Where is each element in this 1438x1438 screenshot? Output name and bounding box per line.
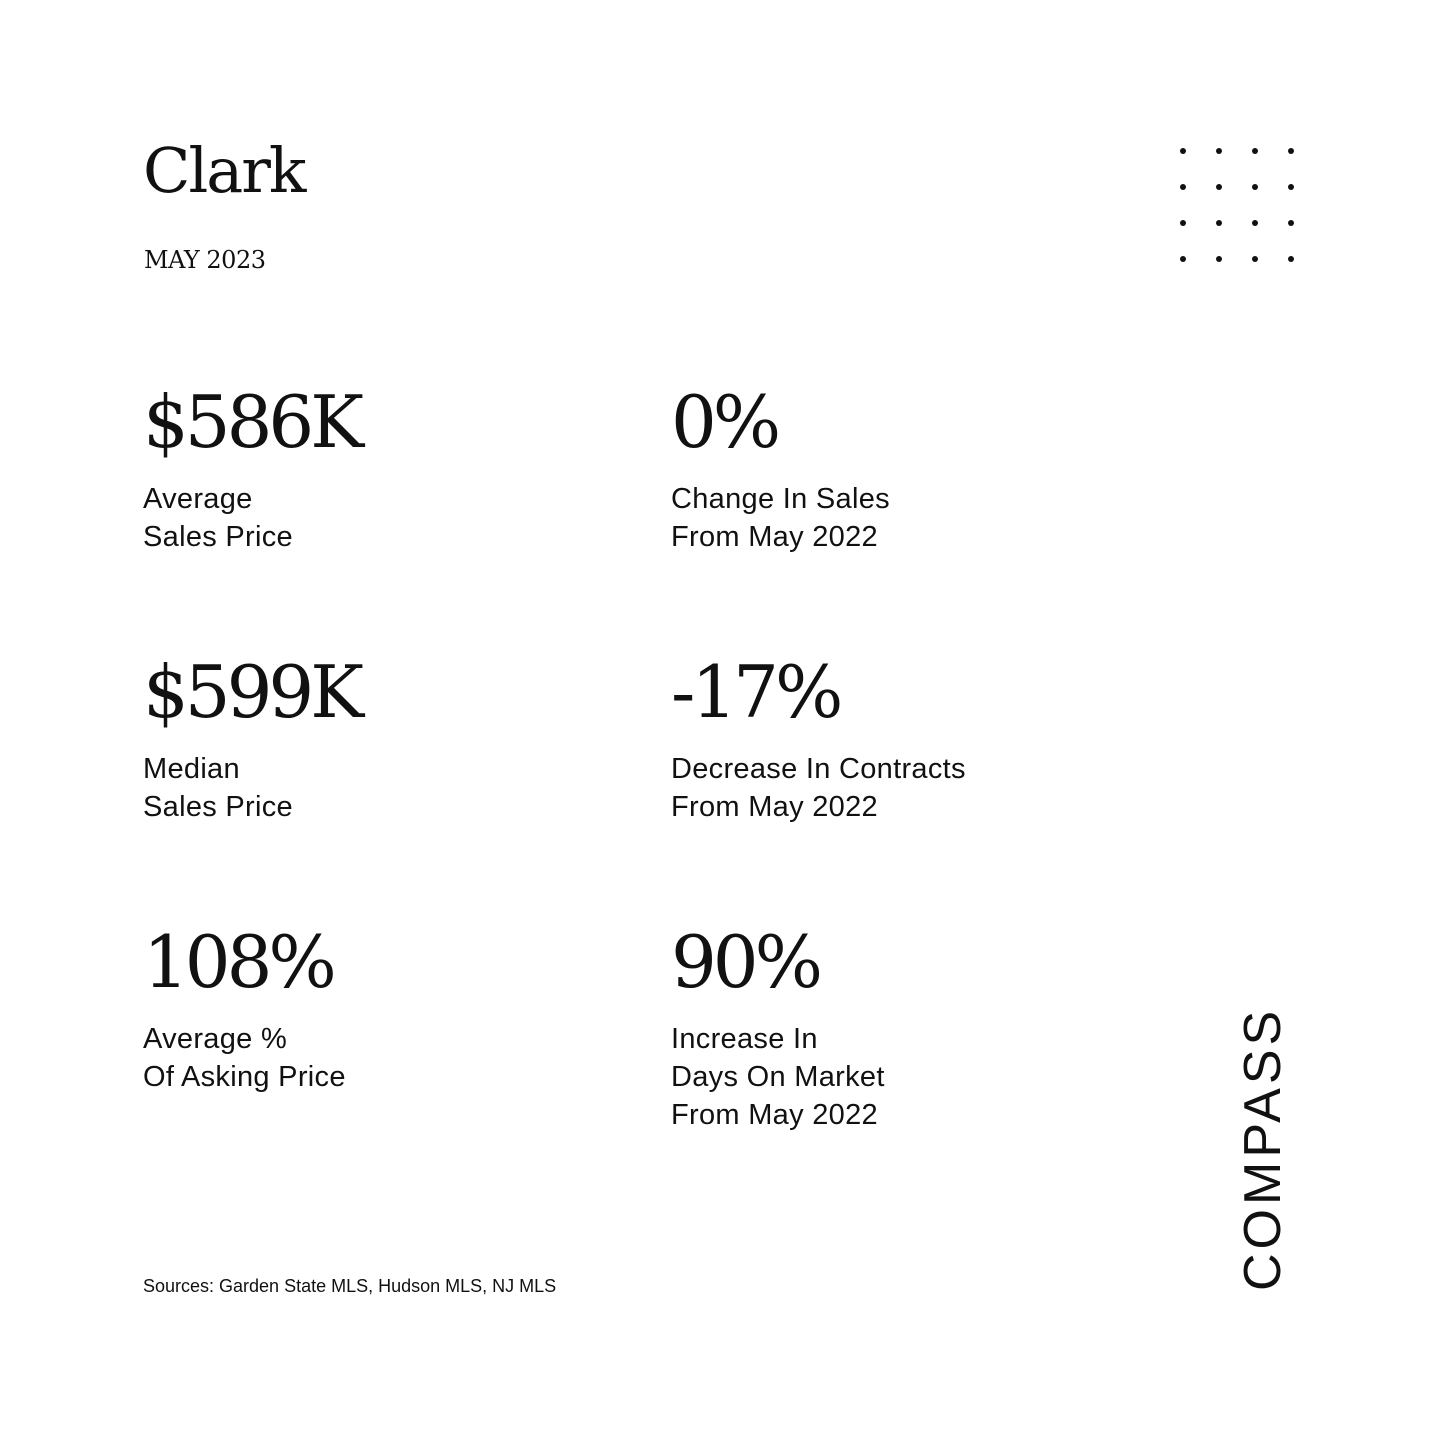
stat-value: 108% (143, 920, 333, 1004)
stat-value: 90% (671, 920, 820, 1004)
report-date: MAY 2023 (144, 246, 266, 274)
stat-label-line: Days On Market (671, 1061, 885, 1093)
stat-label-line: From May 2022 (671, 791, 878, 823)
stat-average-of-asking-price (143, 920, 603, 1096)
stat-label-line: Sales Price (143, 521, 293, 553)
stat-value: $586K (143, 380, 361, 464)
stat-value: 0% (671, 380, 778, 464)
stat-label-line: Sales Price (143, 791, 293, 823)
compass-logo-text: COMPASS (1234, 1006, 1292, 1291)
stat-label (143, 1020, 603, 1096)
stat-label-line: Increase In (671, 1023, 818, 1055)
stat-label (671, 750, 1131, 826)
stat-value: $599K (143, 650, 361, 734)
stat-label (671, 480, 1131, 556)
stat-label-line: From May 2022 (671, 1099, 878, 1131)
stat-label (671, 1020, 1131, 1134)
stat-median-sales-price (143, 650, 603, 826)
stat-value: -17% (671, 650, 840, 734)
stat-label-line: Of Asking Price (143, 1061, 346, 1093)
stat-days-on-market (671, 920, 1131, 1134)
compass-logo-mark (1232, 948, 1292, 1298)
stat-change-in-sales (671, 380, 1131, 556)
stat-label (143, 750, 603, 826)
stat-label-line: Average (143, 483, 253, 515)
dot-grid-icon (1172, 142, 1302, 272)
stat-label-line: Decrease In Contracts (671, 753, 966, 785)
compass-logo (1232, 948, 1292, 1298)
page-title: Clark (143, 134, 305, 207)
stat-average-sales-price (143, 380, 603, 556)
stat-label (143, 480, 603, 556)
stat-label-line: Change In Sales (671, 483, 890, 515)
stat-label-line: From May 2022 (671, 521, 878, 553)
stat-decrease-in-contracts (671, 650, 1131, 826)
sources-note: Sources: Garden State MLS, Hudson MLS, NJ MLS (143, 1276, 557, 1296)
stat-label-line: Median (143, 753, 240, 785)
stat-label-line: Average % (143, 1023, 288, 1055)
